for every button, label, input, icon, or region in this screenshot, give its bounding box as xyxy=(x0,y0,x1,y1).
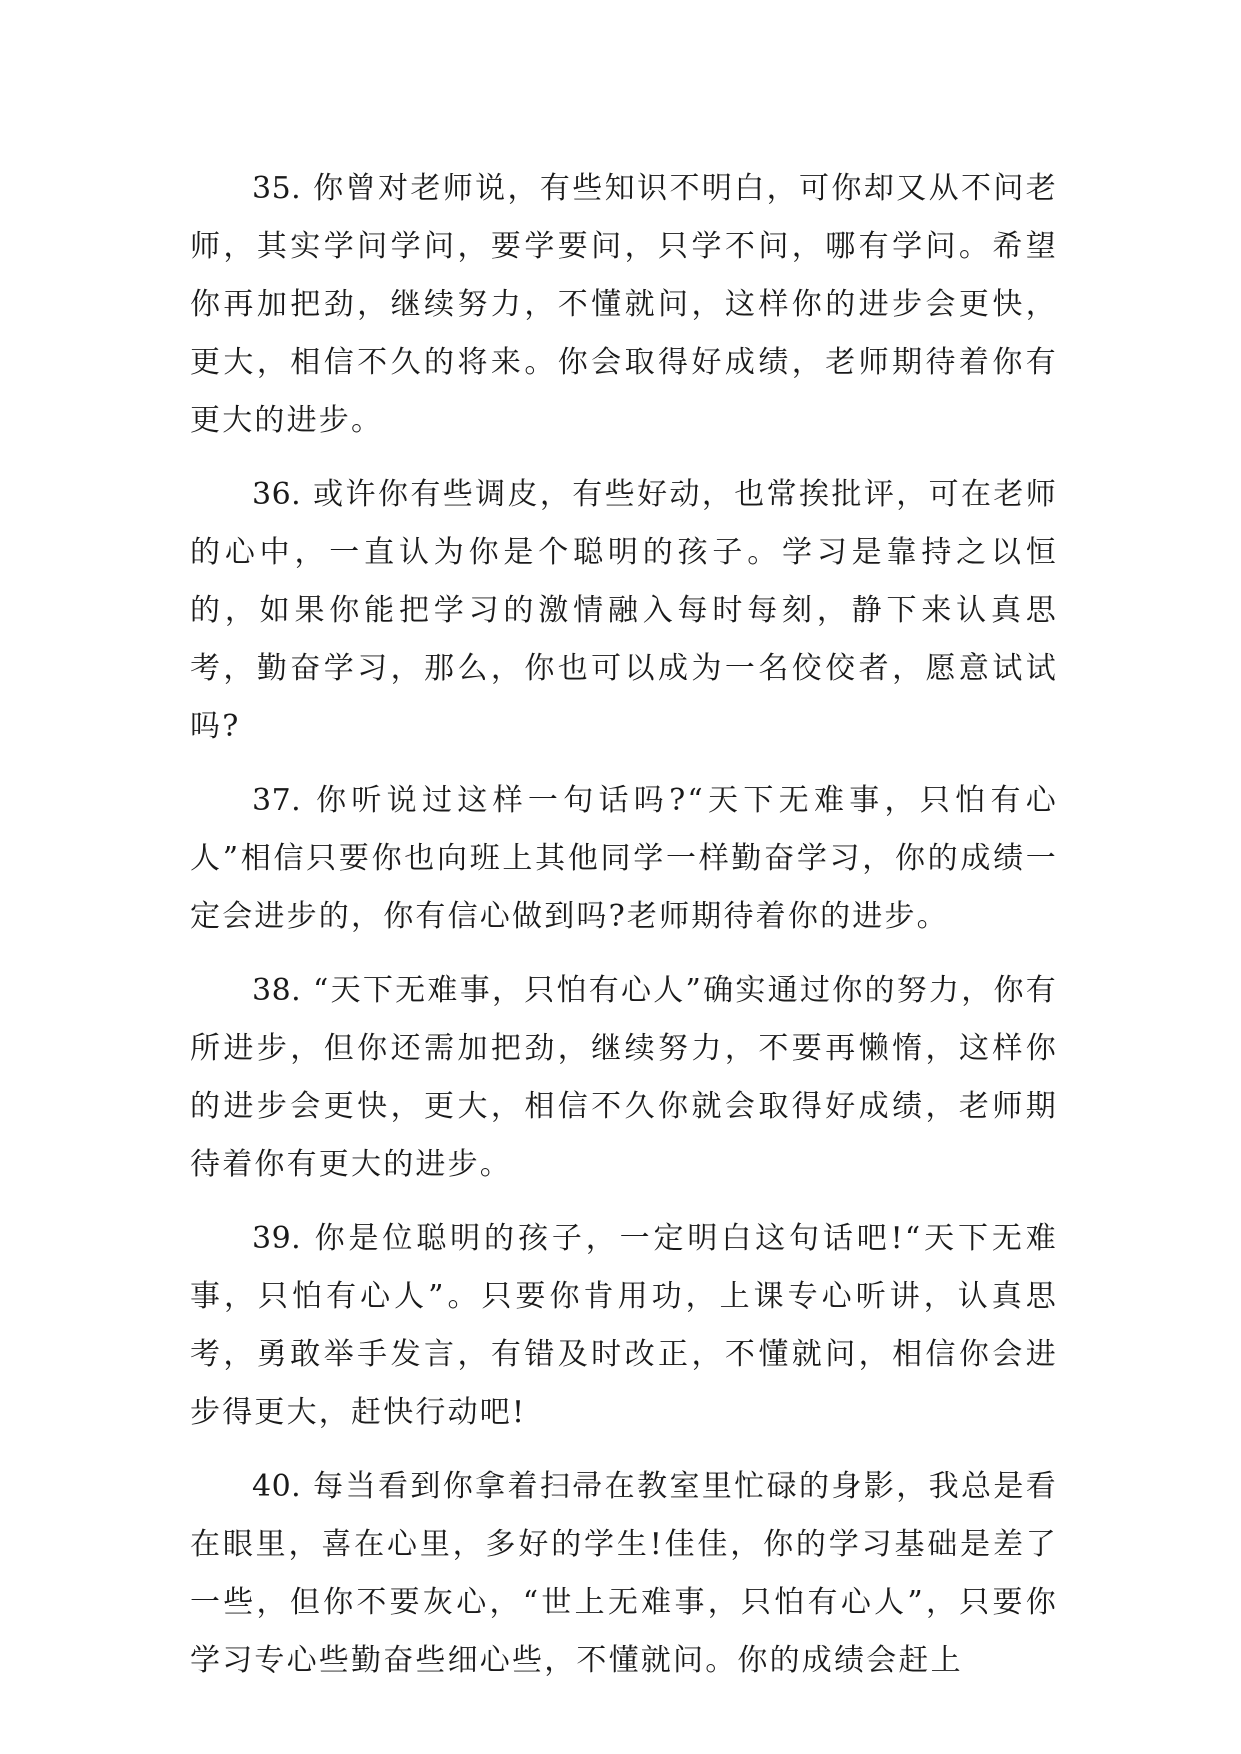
paragraph-36 xyxy=(190,466,1058,756)
paragraph-39 xyxy=(190,1210,1058,1442)
paragraph-40 xyxy=(190,1458,1058,1690)
paragraph-number: 38. xyxy=(252,973,302,1008)
paragraph-text: 每当看到你拿着扫帚在教室里忙碌的身影，我总是看在眼里，喜在心里，多好的学生!佳佳，你的学习基础是差了一些，但你不要灰心，“世上无难事，只怕有心人”，只要你学习专心些勤奋些细心些，不懂就问。你的成绩会赶上 xyxy=(190,1469,1058,1678)
paragraph-35 xyxy=(190,160,1058,450)
paragraph-38 xyxy=(190,962,1058,1194)
paragraph-text: 或许你有些调皮，有些好动，也常挨批评，可在老师的心中，一直认为你是个聪明的孩子。学习是靠持之以恒的，如果你能把学习的激情融入每时每刻，静下来认真思考，勤奋学习，那么，你也可以成为一名佼佼者，愿意试试吗? xyxy=(190,477,1058,744)
paragraph-number: 40. xyxy=(252,1469,302,1504)
paragraph-text: 你是位聪明的孩子，一定明白这句话吧!“天下无难事，只怕有心人”。只要你肯用功，上课专心听讲，认真思考，勇敢举手发言，有错及时改正，不懂就问，相信你会进步得更大，赶快行动吧! xyxy=(190,1221,1058,1430)
paragraph-number: 35. xyxy=(252,171,302,206)
paragraph-text: 你听说过这样一句话吗?“天下无难事，只怕有心人”相信只要你也向班上其他同学一样勤奋学习，你的成绩一定会进步的，你有信心做到吗?老师期待着你的进步。 xyxy=(190,783,1058,934)
paragraph-number: 36. xyxy=(252,477,302,512)
paragraph-number: 37. xyxy=(252,783,302,818)
paragraph-number: 39. xyxy=(252,1221,302,1256)
paragraph-37 xyxy=(190,772,1058,946)
document-body xyxy=(190,160,1058,1706)
paragraph-text: 你曾对老师说，有些知识不明白，可你却又从不问老师，其实学问学问，要学要问，只学不问，哪有学问。希望你再加把劲，继续努力，不懂就问，这样你的进步会更快，更大，相信不久的将来。你会取得好成绩，老师期待着你有更大的进步。 xyxy=(190,171,1058,438)
paragraph-text: “天下无难事，只怕有心人”确实通过你的努力，你有所进步，但你还需加把劲，继续努力，不要再懒惰，这样你的进步会更快，更大，相信不久你就会取得好成绩，老师期待着你有更大的进步。 xyxy=(190,973,1058,1182)
